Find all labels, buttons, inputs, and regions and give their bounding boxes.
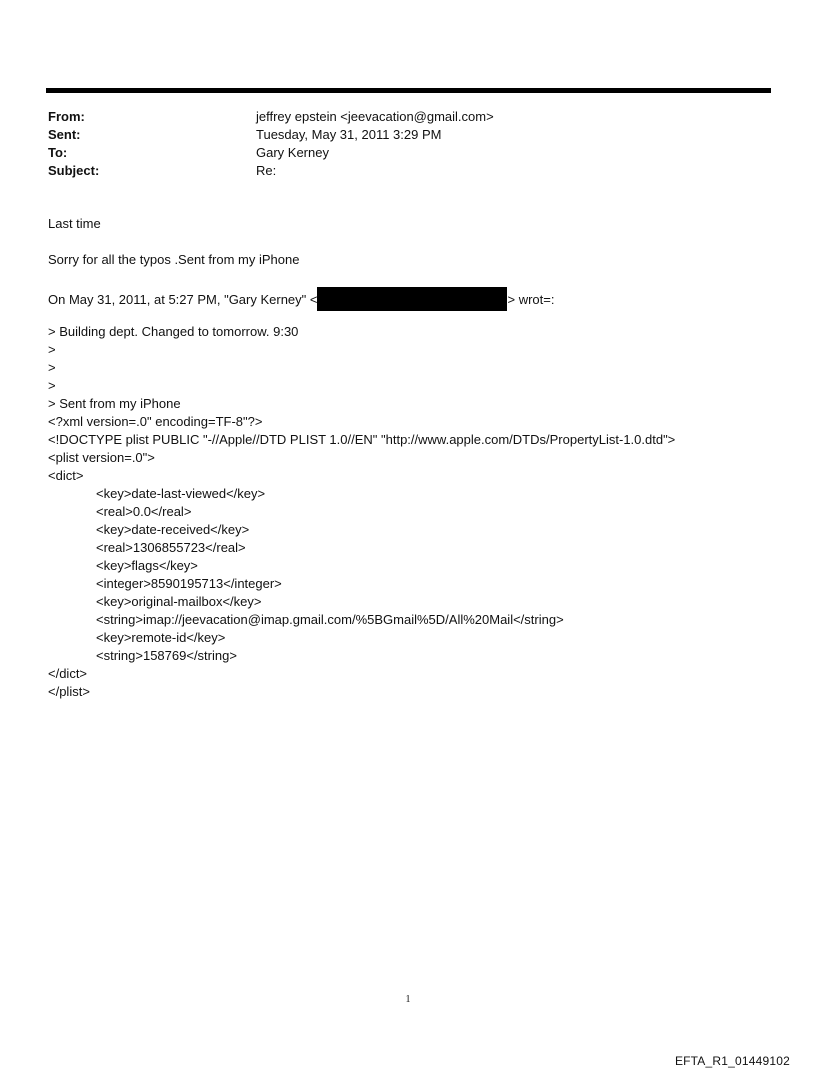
quote-line: > Building dept. Changed to tomorrow. 9:30	[48, 324, 299, 339]
quote-line: > Sent from my iPhone	[48, 396, 181, 411]
attribution-suffix: > wrot=:	[507, 292, 555, 307]
sent-label: Sent:	[48, 127, 81, 142]
message-body-intro	[48, 215, 788, 233]
subject-value: Re:	[256, 163, 277, 178]
dict-close-tag: </dict>	[48, 666, 88, 681]
attribution-prefix: On May 31, 2011, at 5:27 PM, "Gary Kerney" <	[48, 292, 318, 307]
quote-attribution	[48, 287, 788, 305]
plist-line: <real>1306855723</real>	[96, 540, 246, 555]
email-header	[48, 108, 748, 180]
quoted-message	[48, 323, 788, 701]
message-body-typos	[48, 251, 788, 269]
bates-number: EFTA_R1_01449102	[674, 1054, 790, 1068]
from-row	[48, 108, 748, 126]
plist-line: <key>flags</key>	[96, 558, 198, 573]
to-label: To:	[48, 145, 68, 160]
plist-line: <string>158769</string>	[96, 648, 237, 663]
plist-line: <integer>8590195713</integer>	[96, 576, 282, 591]
attribution-line	[48, 287, 788, 305]
sent-row	[48, 126, 748, 144]
subject-label: Subject:	[48, 163, 100, 178]
redaction-block	[317, 287, 507, 311]
from-value: jeffrey epstein <jeevacation@gmail.com>	[256, 109, 494, 124]
from-label: From:	[48, 109, 85, 124]
body-line-last-time: Last time	[48, 216, 101, 231]
plist-line: <real>0.0</real>	[96, 504, 192, 519]
plist-line: <key>date-received</key>	[96, 522, 250, 537]
page-number: 1	[405, 994, 411, 1005]
plist-line: <key>original-mailbox</key>	[96, 594, 262, 609]
plist-line: <key>date-last-viewed</key>	[96, 486, 266, 501]
doctype-line: <!DOCTYPE plist PUBLIC "-//Apple//DTD PLIST 1.0//EN" "http://www.apple.com/DTDs/PropertyList-1.0.dtd">	[48, 432, 676, 447]
xml-declaration: <?xml version=.0" encoding=TF-8"?>	[48, 414, 263, 429]
sent-value: Tuesday, May 31, 2011 3:29 PM	[256, 127, 442, 142]
plist-line: <string>imap://jeevacation@imap.gmail.com/%5BGmail%5D/All%20Mail</string>	[96, 612, 564, 627]
quote-line: >	[48, 378, 56, 393]
dict-open-tag: <dict>	[48, 468, 84, 483]
to-value: Gary Kerney	[256, 145, 329, 160]
plist-open-tag: <plist version=.0">	[48, 450, 155, 465]
quote-line: >	[48, 360, 56, 375]
body-line-typos: Sorry for all the typos .Sent from my iPhone	[48, 252, 300, 267]
quote-line: >	[48, 342, 56, 357]
plist-line: <key>remote-id</key>	[96, 630, 226, 645]
header-rule	[46, 88, 771, 93]
plist-close-tag: </plist>	[48, 684, 90, 699]
subject-row	[48, 162, 748, 180]
to-row	[48, 144, 748, 162]
